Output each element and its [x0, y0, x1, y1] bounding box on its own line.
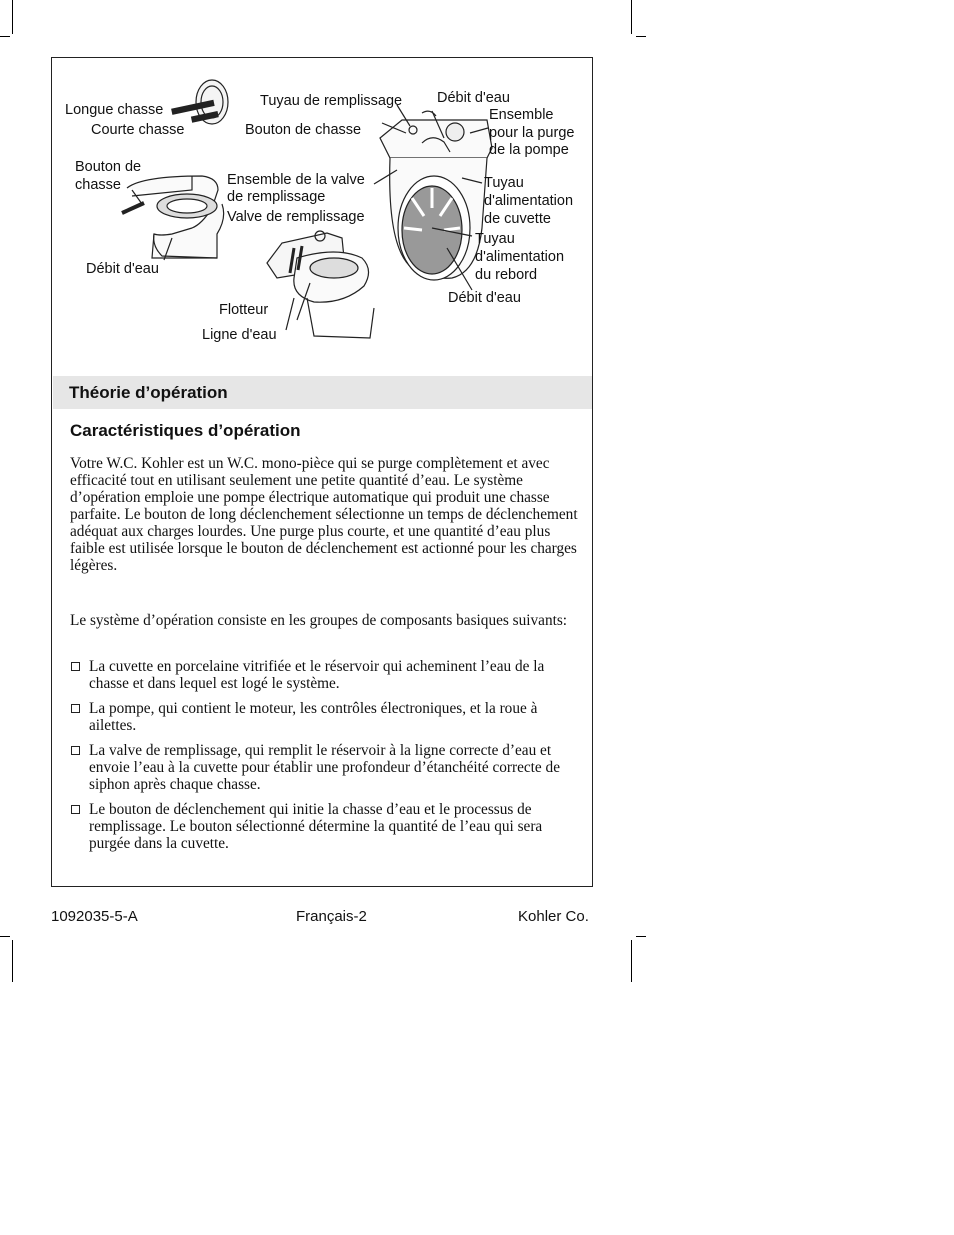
- checkbox-bullet-icon: [71, 704, 80, 713]
- list-item: La pompe, qui contient le moteur, les contrôles électroniques, et la roue à ailettes.: [70, 700, 580, 734]
- crop-mark: [12, 940, 13, 982]
- label-bouton-de-chasse-top: Bouton de chasse: [245, 122, 362, 138]
- label-longue-chasse: Longue chasse: [65, 102, 164, 118]
- label-valve-remplissage: Valve de remplissage: [227, 209, 365, 225]
- label-tuyau-remplissage: Tuyau de remplissage: [260, 93, 403, 109]
- crop-mark: [12, 0, 13, 34]
- label-ligne-eau: Ligne d'eau: [202, 327, 277, 343]
- label-tuyau-rebord-2: d'alimentation: [475, 249, 565, 265]
- crop-mark: [636, 936, 646, 937]
- label-ensemble-valve-2: de remplissage: [227, 189, 326, 205]
- crop-mark: [0, 36, 10, 37]
- footer-doc-number: 1092035-5-A: [51, 908, 138, 925]
- label-tuyau-cuvette-3: de cuvette: [484, 211, 551, 227]
- footer-company: Kohler Co.: [518, 908, 589, 925]
- checkbox-bullet-icon: [71, 805, 80, 814]
- crop-mark: [631, 0, 632, 34]
- label-ensemble-purge-2: pour la purge: [489, 125, 575, 141]
- label-debit-eau-top: Débit d'eau: [437, 90, 510, 106]
- section-title: Théorie d’opération: [69, 383, 228, 402]
- content-frame: [51, 57, 593, 887]
- list-item: Le bouton de déclenchement qui initie la chasse d’eau et le processus de remplissage. Le bouton sélectionné détermine la quantité de l’eau qui sera purgée dans la cuvette.: [70, 801, 580, 852]
- label-debit-eau-left: Débit d'eau: [86, 261, 159, 277]
- crop-mark: [631, 940, 632, 982]
- label-bouton-de-chasse-left-2: chasse: [75, 177, 121, 193]
- paragraph-components: Le système d’opération consiste en les groupes de composants basiques suivants:: [70, 612, 568, 629]
- crop-mark: [636, 36, 646, 37]
- paragraph-intro: Votre W.C. Kohler est un W.C. mono-pièce qui se purge complètement et avec efficacité tout en utilisant seulement une petite quantité d’eau. Le système d’opération emploie une pompe électrique automatique qui produit une chasse parfaite. Le bouton de long déclenchement sélectionne un temps de déclenchement adéquat aux charges lourdes. Une purge plus courte, et une quantité d’eau plus faible est utilisée lorsque le bouton de déclenchement est actionné pour les charges légères.: [70, 455, 578, 574]
- label-tuyau-cuvette: Tuyau: [484, 175, 524, 191]
- label-bouton-de-chasse-left: Bouton de: [75, 159, 142, 175]
- label-debit-eau-bottom: Débit d'eau: [448, 290, 521, 306]
- label-ensemble-valve: Ensemble de la valve: [227, 172, 365, 188]
- label-tuyau-cuvette-2: d'alimentation: [484, 193, 574, 209]
- crop-mark: [0, 936, 10, 937]
- component-list: [70, 658, 580, 860]
- section-header: [53, 376, 592, 409]
- label-ensemble-purge: Ensemble: [489, 107, 554, 123]
- label-flotteur: Flotteur: [219, 302, 269, 318]
- checkbox-bullet-icon: [71, 662, 80, 671]
- label-ensemble-purge-3: de la pompe: [489, 142, 569, 158]
- footer-page-number: Français-2: [296, 908, 367, 925]
- list-item: La valve de remplissage, qui remplit le réservoir à la ligne correcte d’eau et envoie l’eau à la cuvette pour établir une profondeur d’étanchéité correcte de siphon après chaque chasse.: [70, 742, 580, 793]
- list-item: La cuvette en porcelaine vitrifiée et le réservoir qui acheminent l’eau de la chasse et dans lequel est logé le système.: [70, 658, 580, 692]
- checkbox-bullet-icon: [71, 746, 80, 755]
- subsection-title: Caractéristiques d’opération: [70, 421, 301, 440]
- label-tuyau-rebord-3: du rebord: [475, 267, 538, 283]
- label-tuyau-rebord: Tuyau: [475, 231, 515, 247]
- label-courte-chasse: Courte chasse: [91, 122, 185, 138]
